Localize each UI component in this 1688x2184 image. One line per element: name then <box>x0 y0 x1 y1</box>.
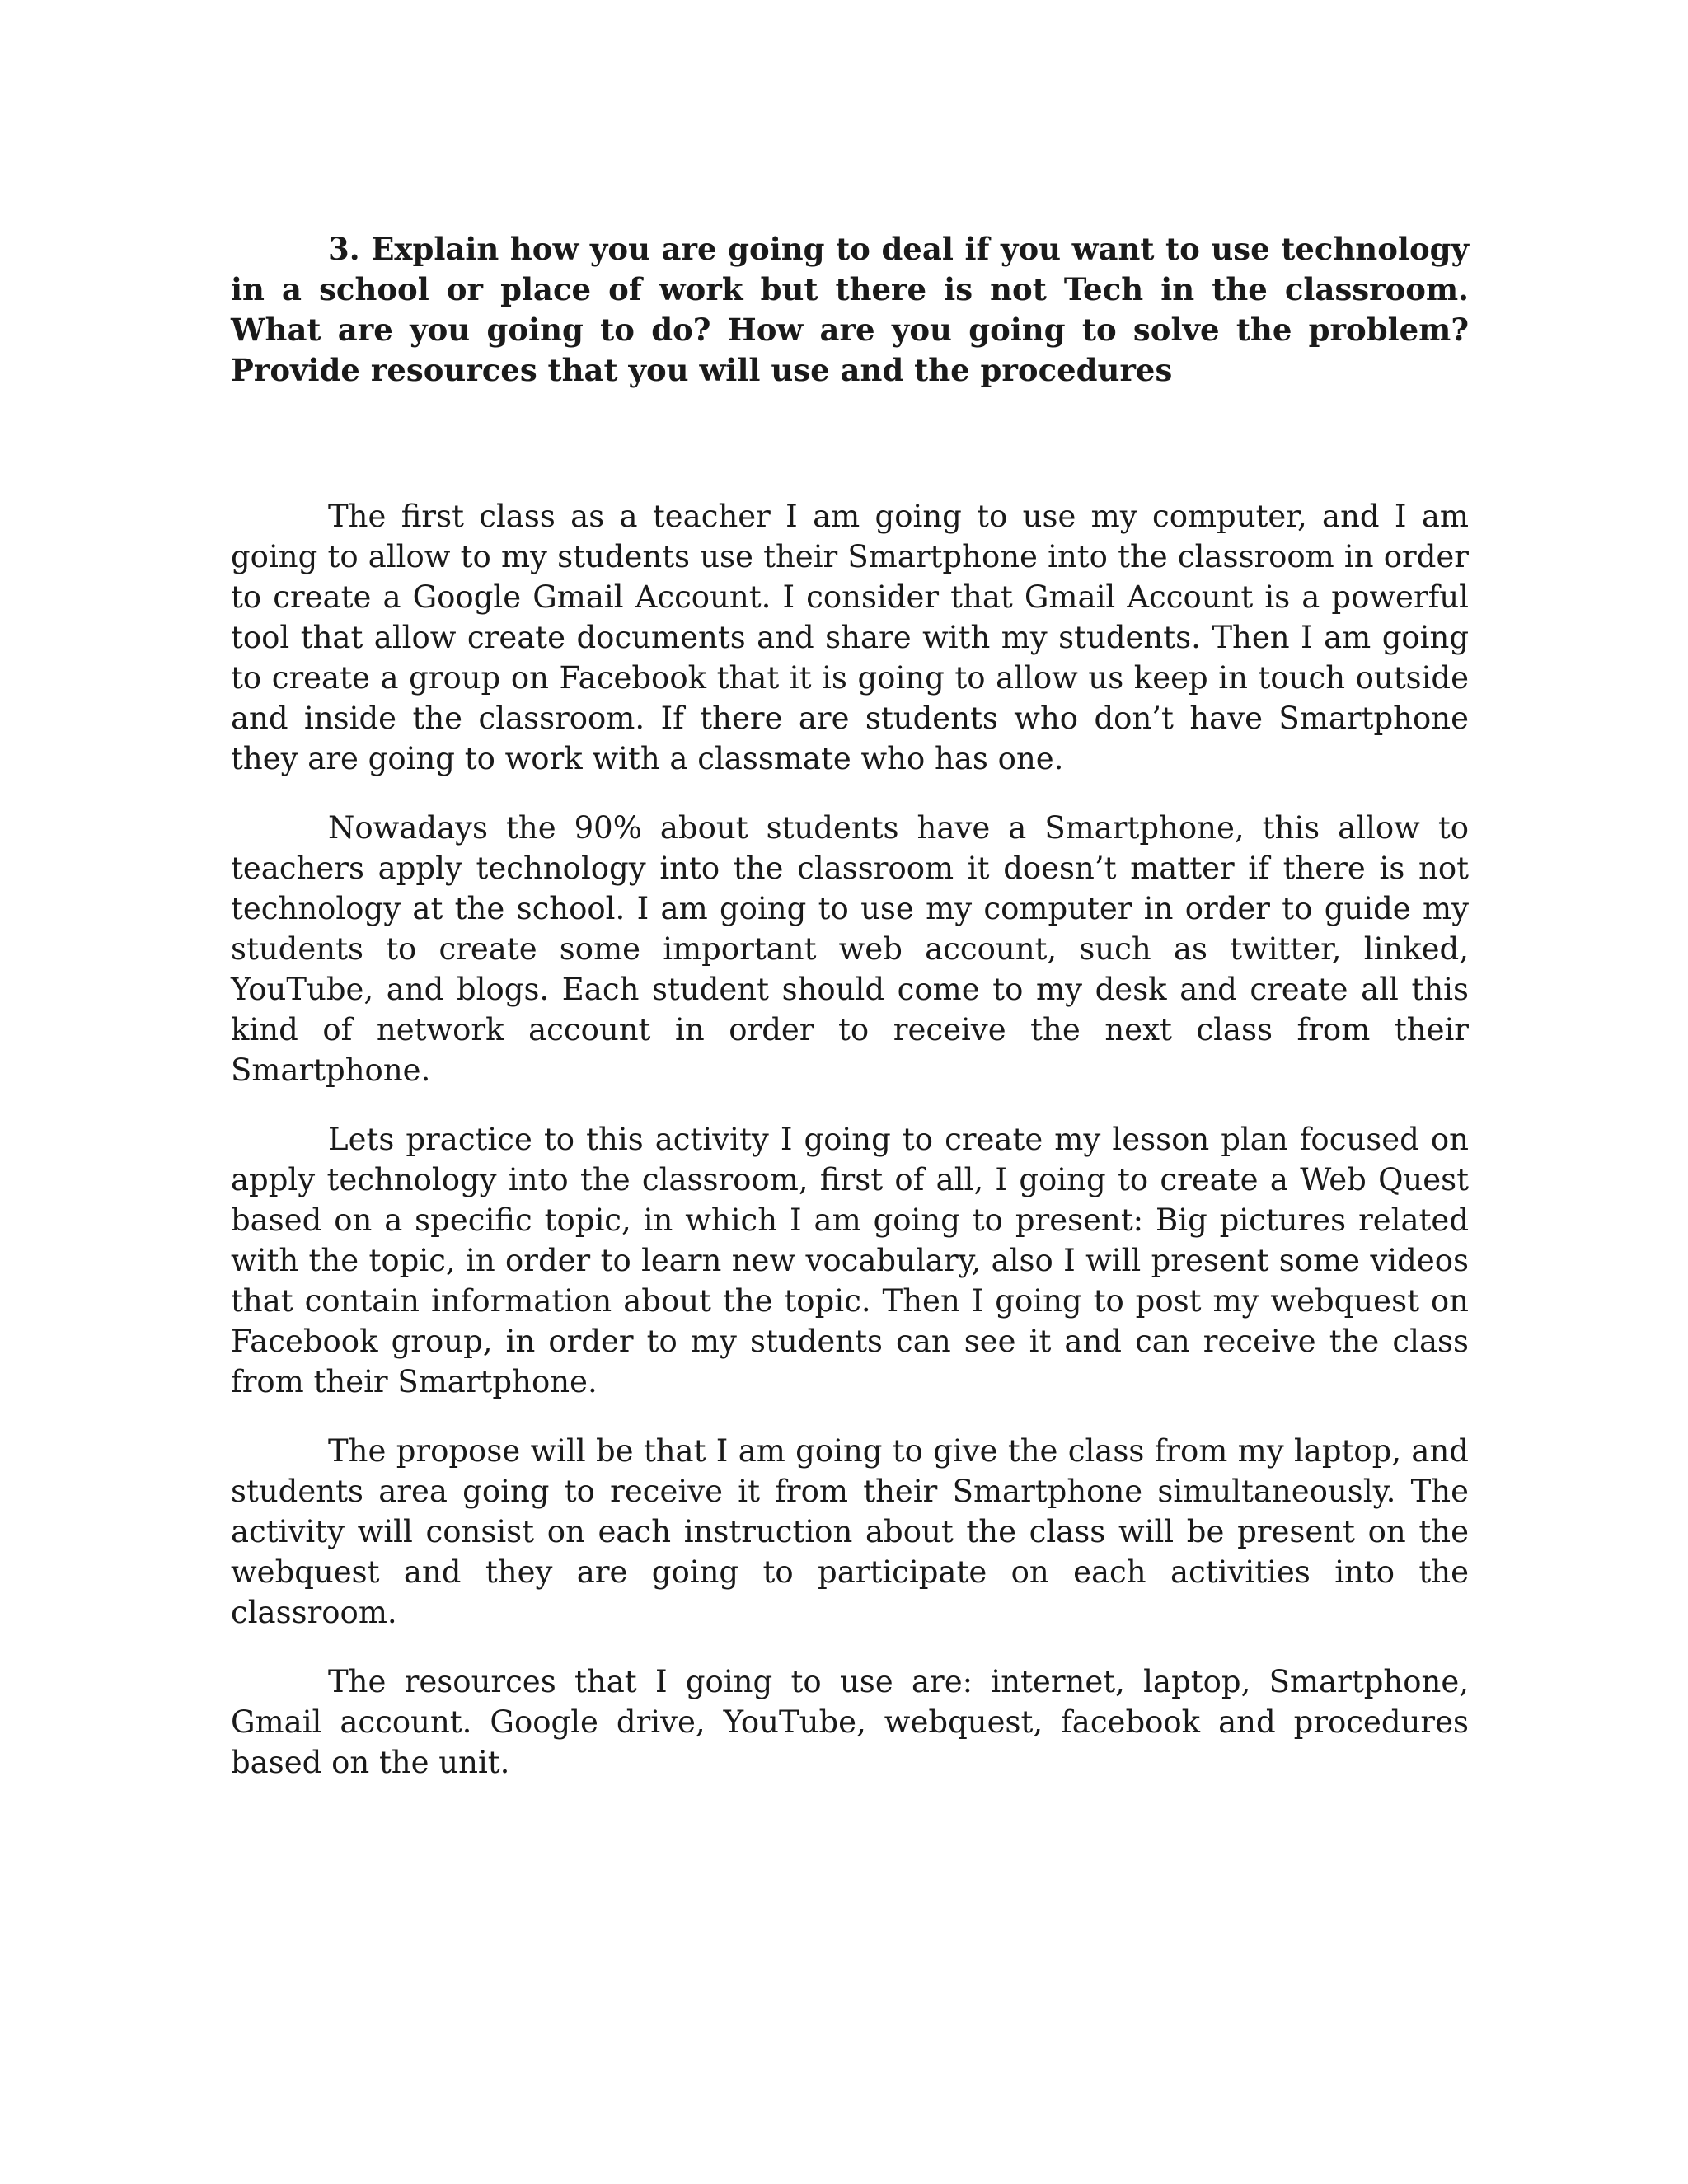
paragraph-4: The propose will be that I am going to give the class from my laptop, and students area going to receive it from their Smartphone simultaneously. The activity will consist on each instruction about the class will be present on the webquest and they are going to participate on each activities into the classroom. <box>231 1433 1469 1630</box>
paragraph-1: The first class as a teacher I am going to use my computer, and I am going to allow to my students use their Smartphone into the classroom in order to create a Google Gmail Account. I consider that Gmail Account is a powerful tool that allow create documents and share with my students. Then I am going to create a group on Facebook that it is going to allow us keep in touch outside and inside the classroom. If there are students who don’t have Smartphone they are going to work with a classmate who has one. <box>231 499 1469 776</box>
paragraph-5: The resources that I going to use are: internet, laptop, Smartphone, Gmail account. Google drive, YouTube, webquest, facebook and procedures based on the unit. <box>231 1664 1469 1780</box>
paragraph-3: Lets practice to this activity I going to create my lesson plan focused on apply technology into the classroom, first of all, I going to create a Web Quest based on a specific topic, in which I am going to present: Big pictures related with the topic, in order to learn new vocabulary, also I will present some videos that contain information about the topic. Then I going to post my webquest on Facebook group, in order to my students can see it and can receive the class from their Smartphone. <box>231 1122 1469 1399</box>
document-page <box>231 229 1469 1811</box>
question-heading: 3. Explain how you are going to deal if you want to use technology in a school or place of work but there is not Tech in the classroom. What are you going to do? How are you going to solve the problem? Provide resources that you will use and the procedures <box>231 231 1469 388</box>
answer-body <box>231 496 1469 1783</box>
paragraph-2: Nowadays the 90% about students have a Smartphone, this allow to teachers apply technology into the classroom it doesn’t matter if there is not technology at the school. I am going to use my computer in order to guide my students to create some important web account, such as twitter, linked, YouTube, and blogs. Each student should come to my desk and create all this kind of network account in order to receive the next class from their Smartphone. <box>231 810 1469 1088</box>
